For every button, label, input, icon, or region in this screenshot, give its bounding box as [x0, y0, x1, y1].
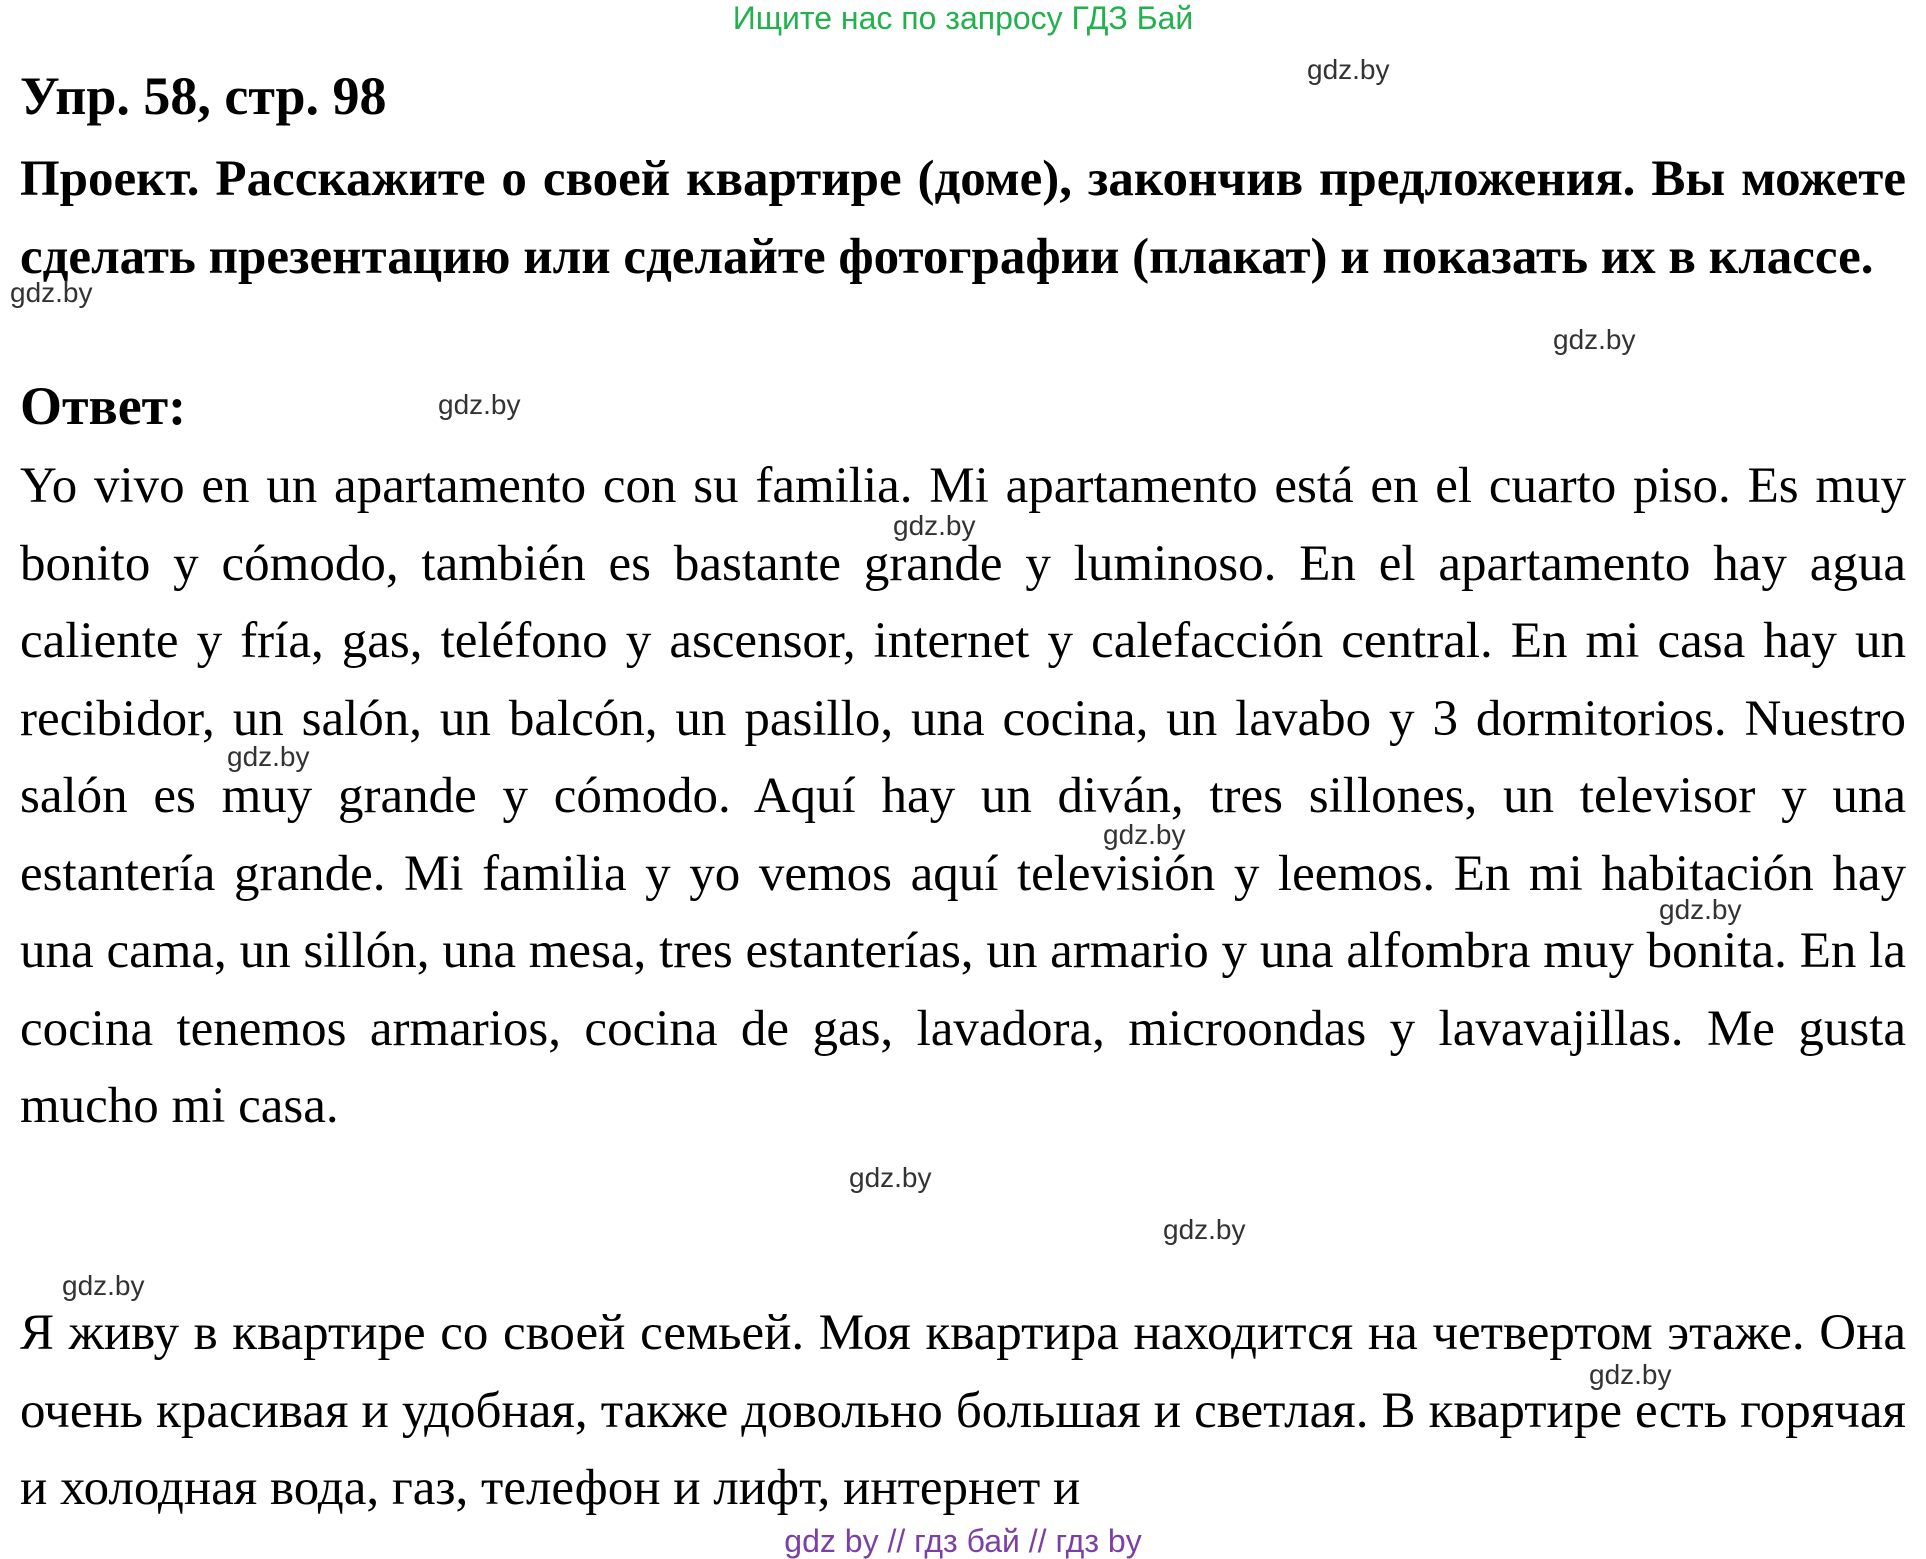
top-banner: Ищите нас по запросу ГДЗ Бай	[732, 0, 1194, 36]
task-text: Проект. Расскажите о своей квартире (доме), закончив предложения. Вы можете сделать презентацию или сделайте фотографии (плакат) и показать их в классе.	[20, 151, 1906, 285]
watermark: gdz.by	[1553, 324, 1636, 355]
watermark: gdz.by	[1589, 1359, 1672, 1390]
watermark: gdz.by	[849, 1162, 932, 1193]
answer-label: Ответ:	[20, 376, 187, 436]
watermark: gdz.by	[227, 741, 310, 772]
watermark: gdz.by	[10, 277, 93, 308]
watermark: gdz.by	[1163, 1214, 1246, 1245]
watermark: gdz.by	[438, 389, 521, 420]
watermark: gdz.by	[1103, 819, 1186, 850]
watermark: gdz.by	[893, 510, 976, 541]
spanish-answer-text: Yo vivo en un apartamento con su familia. Mi apartamento está en el cuarto piso. Es muy bonito y cómodo, también es bastante grande y luminoso. En el apartamento hay agua caliente y fría, gas, teléfono y ascensor, internet y calefacción central. En mi casa hay un recibidor, un salón, un balcón, un pasillo, una cocina, un lavabo y 3 dormitorios. Nuestro salón es muy grande y cómodo. Aquí hay un diván, tres sillones, un televisor y una estantería grande. Mi familia y yo vemos aquí televisión y leemos. En mi habitación hay una cama, un sillón, una mesa, tres estanterías, un armario y una alfombra muy bonita. En la cocina tenemos armarios, cocina de gas, lavadora, microondas y lavavajillas. Me gusta mucho mi casa.	[20, 458, 1906, 1134]
watermark: gdz.by	[1307, 54, 1390, 85]
russian-translation-text: Я живу в квартире со своей семьей. Моя квартира находится на четвертом этаже. Она очень красивая и удобная, также довольно большая и светлая. В квартире есть горячая и холодная вода, газ, телефон и лифт, интернет и	[20, 1305, 1906, 1516]
exercise-title: Упр. 58, стр. 98	[20, 66, 387, 126]
watermark: gdz.by	[1659, 894, 1742, 925]
footer-watermark: gdz by // гдз бай // гдз by	[784, 1523, 1142, 1559]
watermark: gdz.by	[62, 1270, 145, 1301]
